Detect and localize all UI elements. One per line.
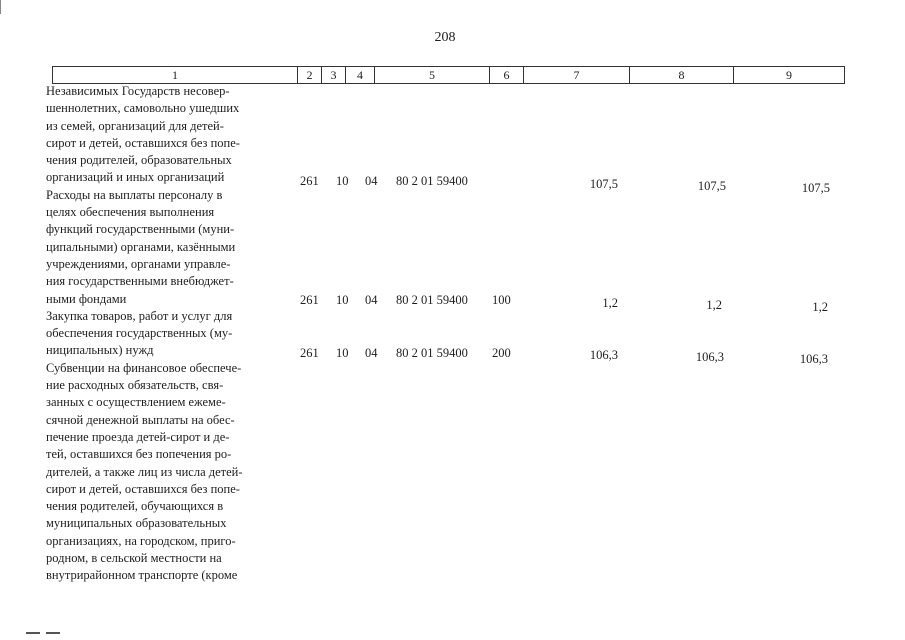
cell-col-5: 80 2 01 59400	[396, 346, 468, 360]
scan-artifact	[26, 632, 40, 634]
description-column	[46, 83, 292, 585]
cell-col-7: 1,2	[602, 296, 618, 310]
cell-col-9: 106,3	[799, 352, 828, 366]
description-line: Расходы на выплаты персоналу в	[46, 187, 223, 202]
cell-col-3: 10	[336, 174, 349, 188]
cell-col-7: 107,5	[589, 177, 618, 191]
cell-col-8: 107,5	[697, 179, 726, 193]
header-col-9: 9	[733, 67, 844, 83]
description-line: родном, в сельской местности на	[46, 551, 222, 566]
description-line: сячной денежной выплаты на обес-	[46, 412, 235, 427]
cell-col-8: 106,3	[695, 350, 724, 364]
description-line: внутрирайонном транспорте (кроме	[46, 568, 238, 583]
scan-edge-mark	[0, 0, 11, 14]
header-col-4: 4	[345, 67, 374, 83]
description-line: тей, оставшихся без попечения ро-	[46, 447, 232, 462]
cell-col-3: 10	[336, 346, 349, 360]
header-col-3: 3	[321, 67, 345, 83]
description-line: учреждениями, органами управле-	[46, 256, 231, 271]
description-line: ципальными) органами, казёнными	[46, 239, 236, 254]
description-line: Независимых Государств несовер-	[46, 84, 230, 98]
header-col-1: 1	[172, 68, 178, 82]
description-line: ными фондами	[46, 291, 127, 306]
description-line: сирот и детей, оставшихся без попе-	[46, 135, 240, 150]
header-col-2: 2	[297, 67, 321, 83]
description-line: занных с осуществлением ежеме-	[46, 395, 226, 410]
header-col-5: 5	[374, 67, 489, 83]
description-line: муниципальных образовательных	[46, 516, 227, 531]
cell-col-5: 80 2 01 59400	[396, 174, 468, 188]
description-line: целях обеспечения выполнения	[46, 205, 215, 220]
description-line: шеннолетних, самовольно ушедших	[46, 101, 240, 116]
cell-col-9: 107,5	[801, 181, 830, 195]
description-line: Субвенции на финансовое обеспече-	[46, 360, 242, 375]
header-col-7: 7	[523, 67, 629, 83]
cell-col-4: 04	[365, 293, 378, 307]
cell-col-9: 1,2	[812, 300, 828, 314]
cell-col-6: 200	[492, 346, 511, 360]
description-line: функций государственными (муни-	[46, 222, 235, 237]
cell-col-3: 10	[336, 293, 349, 307]
description-line: печение проезда детей-сирот и де-	[46, 429, 230, 444]
description-line: организаций и иных организаций	[46, 170, 225, 185]
header-col-8: 8	[629, 67, 733, 83]
cell-col-2: 261	[300, 346, 319, 360]
description-line: организациях, на городском, приго-	[46, 533, 236, 548]
description-line: ние расходных обязательств, свя-	[46, 378, 224, 393]
description-line: ниципальных) нужд	[46, 343, 154, 358]
description-line: сирот и детей, оставшихся без попе-	[46, 481, 240, 496]
scan-artifact	[46, 632, 60, 634]
cell-col-4: 04	[365, 174, 378, 188]
cell-col-4: 04	[365, 346, 378, 360]
description-line: чения родителей, образовательных	[46, 153, 232, 168]
cell-col-5: 80 2 01 59400	[396, 293, 468, 307]
cell-col-2: 261	[300, 174, 319, 188]
cell-col-2: 261	[300, 293, 319, 307]
cell-col-7: 106,3	[589, 348, 618, 362]
description-line: ния государственными внебюджет-	[46, 274, 234, 289]
table-header-row	[52, 66, 845, 84]
cell-col-8: 1,2	[706, 298, 722, 312]
description-line: из семей, организаций для детей-	[46, 118, 224, 133]
header-col-6: 6	[489, 67, 523, 83]
cell-col-6: 100	[492, 293, 511, 307]
page-number: 208	[434, 30, 456, 45]
description-line: обеспечения государственных (му-	[46, 326, 233, 341]
description-line: чения родителей, обучающихся в	[46, 499, 224, 514]
description-line: Закупка товаров, работ и услуг для	[46, 308, 233, 323]
description-line: дителей, а также лиц из числа детей-	[46, 464, 243, 479]
